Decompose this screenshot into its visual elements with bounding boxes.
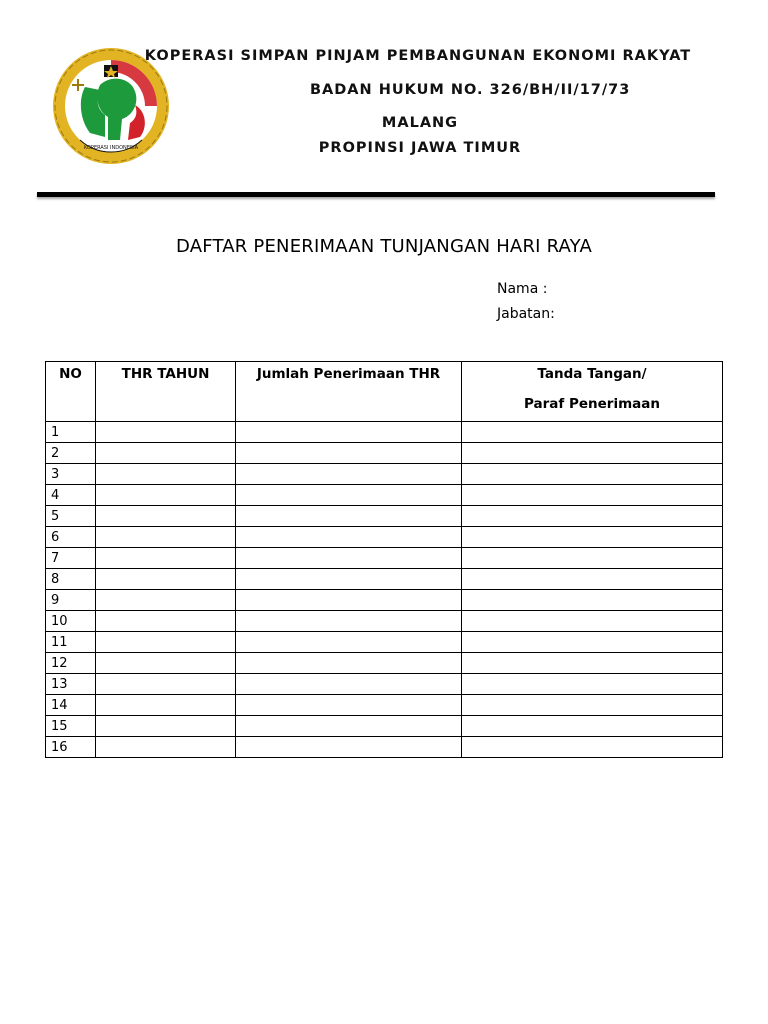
jumlah-cell[interactable] bbox=[236, 716, 462, 737]
table-row bbox=[46, 695, 723, 716]
jumlah-cell[interactable] bbox=[236, 443, 462, 464]
jumlah-cell[interactable] bbox=[236, 485, 462, 506]
row-number: 15 bbox=[46, 716, 96, 737]
row-number: 2 bbox=[46, 443, 96, 464]
jumlah-cell[interactable] bbox=[236, 695, 462, 716]
row-number: 14 bbox=[46, 695, 96, 716]
header-thr-tahun: THR TAHUN bbox=[96, 362, 236, 422]
signature-cell[interactable] bbox=[462, 527, 723, 548]
thr-tahun-cell[interactable] bbox=[96, 527, 236, 548]
row-number: 16 bbox=[46, 737, 96, 758]
city: MALANG bbox=[381, 115, 459, 131]
jumlah-cell[interactable] bbox=[236, 653, 462, 674]
thr-tahun-cell[interactable] bbox=[96, 569, 236, 590]
signature-cell[interactable] bbox=[462, 422, 723, 443]
header-ttd-line1: Tanda Tangan/ bbox=[537, 366, 647, 382]
row-number: 8 bbox=[46, 569, 96, 590]
thr-tahun-cell[interactable] bbox=[96, 674, 236, 695]
table-row bbox=[46, 632, 723, 653]
table-row bbox=[46, 527, 723, 548]
signature-cell[interactable] bbox=[462, 569, 723, 590]
thr-tahun-cell[interactable] bbox=[96, 695, 236, 716]
thr-tahun-cell[interactable] bbox=[96, 443, 236, 464]
header-no: NO bbox=[46, 362, 96, 422]
legal-number: BADAN HUKUM NO. 326/BH/II/17/73 bbox=[310, 82, 631, 98]
jumlah-cell[interactable] bbox=[236, 590, 462, 611]
header-divider bbox=[37, 192, 715, 197]
jumlah-cell[interactable] bbox=[236, 674, 462, 695]
jumlah-cell[interactable] bbox=[236, 611, 462, 632]
jumlah-cell[interactable] bbox=[236, 548, 462, 569]
table-row bbox=[46, 737, 723, 758]
jumlah-cell[interactable] bbox=[236, 527, 462, 548]
thr-tahun-cell[interactable] bbox=[96, 716, 236, 737]
row-number: 10 bbox=[46, 611, 96, 632]
org-name: KOPERASI SIMPAN PINJAM PEMBANGUNAN EKONOMI RAKYAT bbox=[144, 48, 692, 64]
row-number: 1 bbox=[46, 422, 96, 443]
table-row bbox=[46, 443, 723, 464]
thr-tahun-cell[interactable] bbox=[96, 632, 236, 653]
row-number: 9 bbox=[46, 590, 96, 611]
signature-cell[interactable] bbox=[462, 590, 723, 611]
thr-tahun-cell[interactable] bbox=[96, 422, 236, 443]
table-row bbox=[46, 506, 723, 527]
jumlah-cell[interactable] bbox=[236, 506, 462, 527]
table-row bbox=[46, 422, 723, 443]
signature-cell[interactable] bbox=[462, 674, 723, 695]
row-number: 7 bbox=[46, 548, 96, 569]
table-row bbox=[46, 464, 723, 485]
jumlah-cell[interactable] bbox=[236, 569, 462, 590]
header-tanda-tangan bbox=[462, 362, 723, 422]
thr-tahun-cell[interactable] bbox=[96, 611, 236, 632]
row-number: 13 bbox=[46, 674, 96, 695]
table-row bbox=[46, 485, 723, 506]
header-ttd-line2: Paraf Penerimaan bbox=[524, 396, 660, 412]
table-row bbox=[46, 674, 723, 695]
table-row bbox=[46, 653, 723, 674]
signature-cell[interactable] bbox=[462, 653, 723, 674]
row-number: 11 bbox=[46, 632, 96, 653]
jumlah-cell[interactable] bbox=[236, 422, 462, 443]
signature-cell[interactable] bbox=[462, 443, 723, 464]
signature-cell[interactable] bbox=[462, 464, 723, 485]
thr-tahun-cell[interactable] bbox=[96, 737, 236, 758]
signature-cell[interactable] bbox=[462, 506, 723, 527]
table-row bbox=[46, 548, 723, 569]
signature-cell[interactable] bbox=[462, 485, 723, 506]
row-number: 12 bbox=[46, 653, 96, 674]
nama-label: Nama : bbox=[497, 281, 548, 297]
document-title: DAFTAR PENERIMAAN TUNJANGAN HARI RAYA bbox=[175, 236, 592, 257]
row-number: 5 bbox=[46, 506, 96, 527]
thr-tahun-cell[interactable] bbox=[96, 464, 236, 485]
thr-tahun-cell[interactable] bbox=[96, 548, 236, 569]
signature-cell[interactable] bbox=[462, 632, 723, 653]
row-number: 3 bbox=[46, 464, 96, 485]
table-row bbox=[46, 611, 723, 632]
thr-tahun-cell[interactable] bbox=[96, 485, 236, 506]
table-row bbox=[46, 569, 723, 590]
thr-tahun-cell[interactable] bbox=[96, 653, 236, 674]
thr-tahun-cell[interactable] bbox=[96, 506, 236, 527]
row-number: 4 bbox=[46, 485, 96, 506]
jumlah-cell[interactable] bbox=[236, 464, 462, 485]
province: PROPINSI JAWA TIMUR bbox=[318, 140, 522, 156]
svg-text:KOPERASI INDONESIA: KOPERASI INDONESIA bbox=[83, 145, 139, 151]
signature-cell[interactable] bbox=[462, 611, 723, 632]
signature-cell[interactable] bbox=[462, 737, 723, 758]
signature-cell[interactable] bbox=[462, 695, 723, 716]
header-jumlah: Jumlah Penerimaan THR bbox=[236, 362, 462, 422]
row-number: 6 bbox=[46, 527, 96, 548]
table-header-row bbox=[46, 362, 723, 422]
jumlah-cell[interactable] bbox=[236, 737, 462, 758]
table-row bbox=[46, 716, 723, 737]
table-row bbox=[46, 590, 723, 611]
signature-cell[interactable] bbox=[462, 548, 723, 569]
thr-tahun-cell[interactable] bbox=[96, 590, 236, 611]
signature-cell[interactable] bbox=[462, 716, 723, 737]
jabatan-label: Jabatan: bbox=[497, 306, 555, 322]
thr-table bbox=[45, 361, 723, 758]
jumlah-cell[interactable] bbox=[236, 632, 462, 653]
